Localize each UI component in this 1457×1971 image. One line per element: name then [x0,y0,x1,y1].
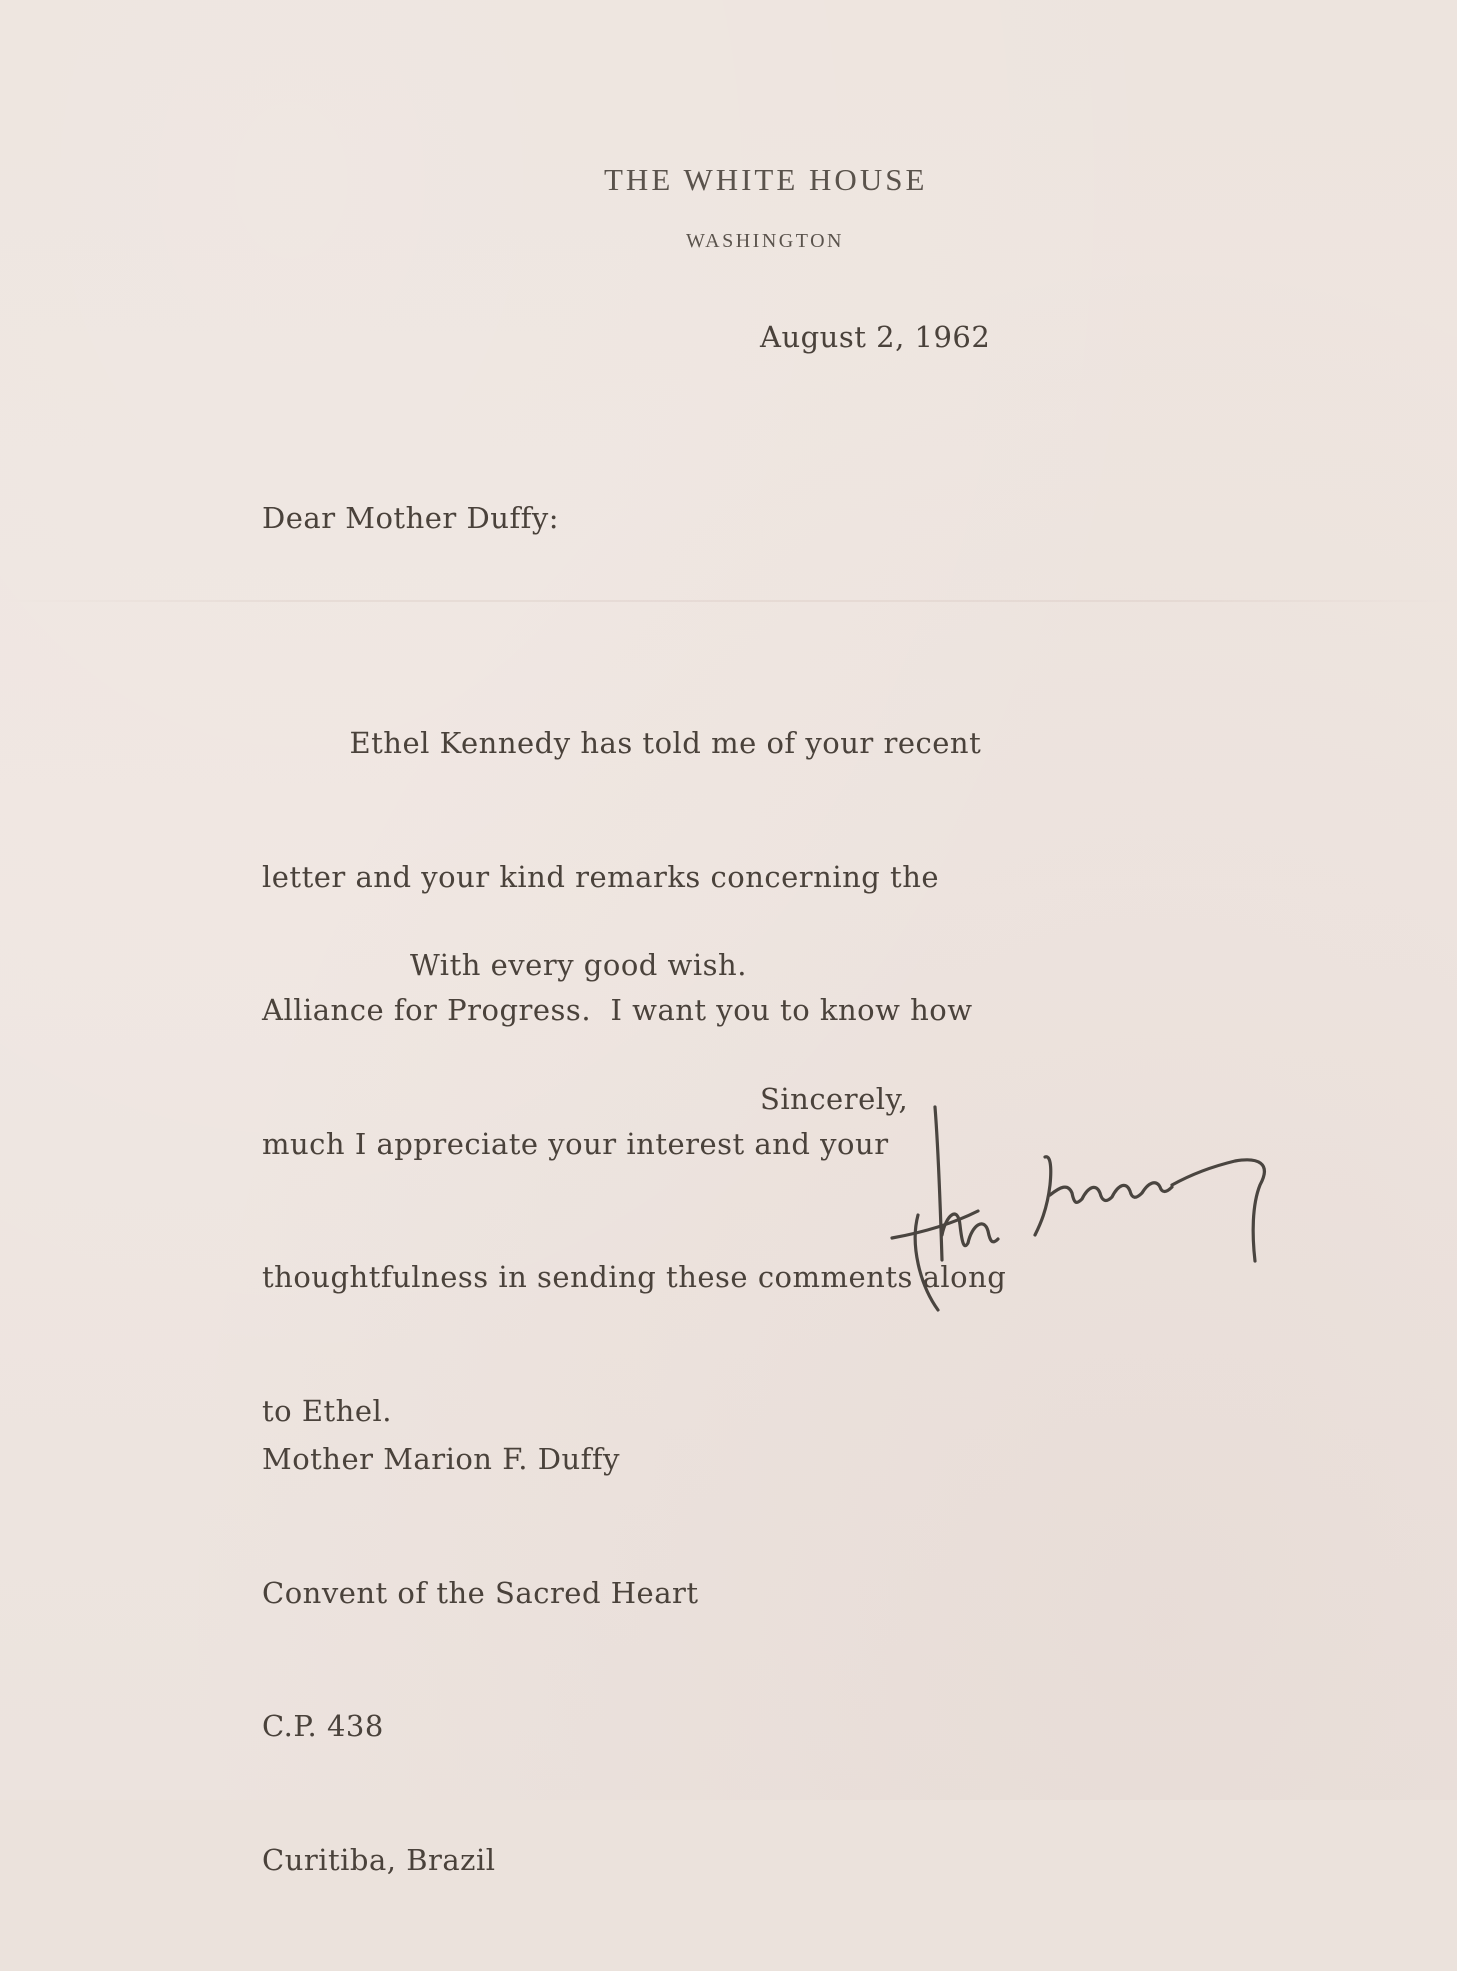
recipient-address [262,1348,699,1971]
address-line: Convent of the Sacred Heart [262,1575,699,1610]
body-line: Ethel Kennedy has told me of your recent [262,726,982,760]
paper-fold-line [0,600,1457,602]
body-line: to Ethel. [262,1393,392,1428]
letterhead-subtitle: WASHINGTON [686,230,844,252]
closing-wish: With every good wish. [410,948,747,982]
letter-date: August 2, 1962 [760,320,991,354]
handwritten-signature [880,1075,1280,1335]
body-line: Alliance for Progress. I want you to know how [262,993,973,1027]
address-line: C.P. 438 [262,1709,384,1743]
body-line: thoughtfulness in sending these comments along [262,1260,1007,1294]
letterhead-title: THE WHITE HOUSE [604,162,928,197]
salutation: Dear Mother Duffy: [262,501,560,535]
address-line: Curitiba, Brazil [262,1842,496,1877]
body-line: much I appreciate your interest and your [262,1126,889,1161]
body-line: letter and your kind remarks concerning the [262,859,940,894]
address-line: Mother Marion F. Duffy [262,1442,621,1476]
signoff: Sincerely, [760,1082,909,1116]
